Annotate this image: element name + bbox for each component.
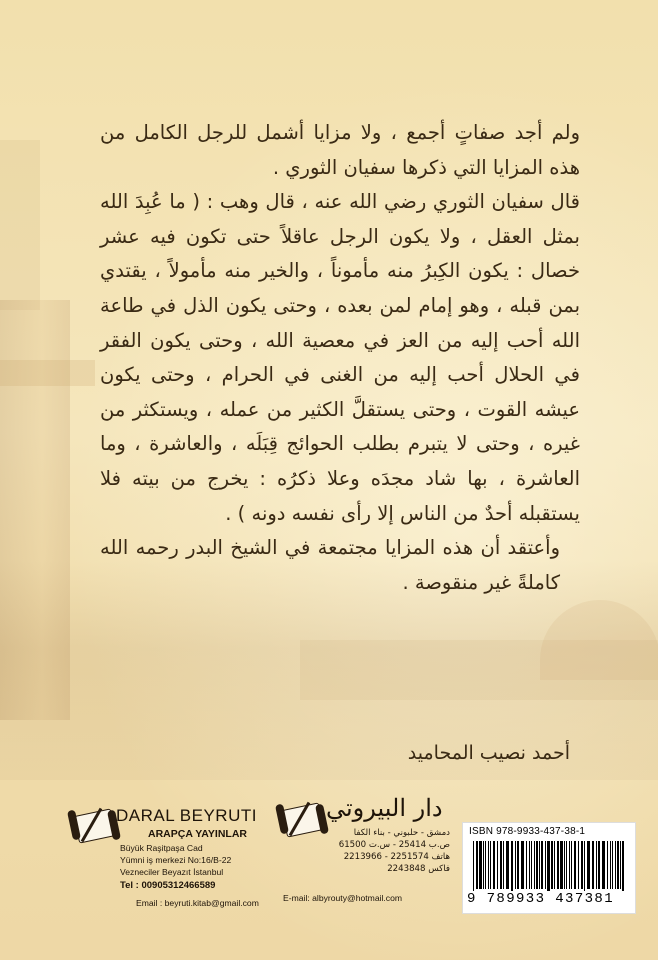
barcode-bar: [612, 841, 613, 889]
barcode-bar: [473, 841, 474, 896]
barcode-bar: [620, 841, 621, 889]
barcode-bar: [622, 841, 624, 896]
arabic-address-line-1: دمشق - حلبوني - بناء الكفا: [353, 828, 450, 838]
publisher-subtitle-en: ARAPÇA YAYINLAR: [148, 828, 247, 840]
barcode-bar: [566, 841, 567, 889]
barcode-bar: [598, 841, 600, 889]
barcode-bar: [521, 841, 524, 889]
publisher-email-ar: E-mail: albyrouty@hotmail.com: [283, 893, 403, 903]
barcode-bar: [485, 841, 486, 889]
publisher-name-en: DARAL BEYRUTI: [116, 806, 257, 825]
barcode-bar: [539, 841, 540, 889]
barcode-bar: [615, 841, 616, 889]
barcode-bar: [584, 841, 585, 896]
blurb-text: [100, 116, 580, 600]
barcode-bar: [592, 841, 594, 889]
barcode-bar: [479, 841, 482, 889]
barcode-bar: [610, 841, 611, 889]
barcode-bar: [578, 841, 579, 889]
scroll-quill-icon: [68, 806, 120, 846]
barcode-bar: [500, 841, 502, 889]
barcode-bar: [506, 841, 509, 889]
blurb-paragraph-1: ولم أجد صفاتٍ أجمع ، ولا مزايا أشمل للرجل الكامل من هذه المزايا التي ذكرها سفيان الثوري .: [100, 121, 580, 179]
publisher-name-ar: دار البيروتي: [326, 794, 443, 822]
barcode-bar: [511, 841, 513, 896]
barcode-bar: [531, 841, 532, 889]
isbn-number: ISBN 978-9933-437-38-1: [469, 826, 586, 837]
scroll-quill-icon: [276, 800, 328, 840]
barcode-bar: [536, 841, 538, 889]
barcode-bar: [547, 841, 550, 896]
arabic-address-line-4: فاكس 2243848: [387, 864, 450, 874]
barcode-bar: [554, 841, 555, 889]
barcode-bar: [517, 841, 519, 889]
barcode-digits: 9 789933 437381: [467, 891, 631, 907]
barcode-bar: [596, 841, 597, 889]
barcode-bar: [602, 841, 605, 889]
arabic-address-line-2: ص.ب 25414 - س.ت 61500: [338, 840, 450, 850]
barcode-bar: [617, 841, 619, 889]
barcode-bar: [564, 841, 565, 889]
author-signature: أحمد نصيب المحاميد: [407, 742, 570, 764]
barcode-bar: [551, 841, 553, 889]
blurb-paragraph-3: وأعتقد أن هذه المزايا مجتمعة في الشيخ البدر رحمه الله كاملةً غير منقوصة .: [100, 536, 560, 594]
barcode-bar: [529, 841, 530, 889]
arabic-address-line-3: هاتف 2251574 - 2213966: [343, 852, 450, 862]
barcode-bar: [490, 841, 491, 889]
barcode-bar: [515, 841, 516, 889]
blurb-paragraph-2: قال سفيان الثوري رضي الله عنه ، قال وهب : ( ما عُبِدَ الله بمثل العقل ، ولا يكون الرجل عاقلاً حتى تكون فيه عشر خصال : يكون الكِبرُ منه مأموناً ، والخير منه مأمولاً ، يقتدي بمن قبله ، وهو إمام لمن بعده ، وحتى يكون الذل في طاعة الله أحب إليه من العز في معصية الله ، وحتى يكون الفقر في الحلال أحب إليه من الغنى في الحرام ، وحتى يكون عيشه القوت ، وحتى يستقلَّ الكثير من عمله ، ويستكثر من غيره ، وحتى لا يتبرم بطلب الحوائج قِبَلَه ، والعاشرة ، وما العاشرة ، بها شاد مجدَه وعلا ذكرُه : يخرج من بيته فلا يستقبله أحدٌ من الناس إلا رأى نفسه دونه ) .: [100, 190, 580, 525]
barcode-bar: [607, 841, 608, 889]
minaret-balcony-background: [0, 360, 95, 386]
barcode-bar: [534, 841, 535, 889]
barcode-bar: [587, 841, 590, 889]
publisher-email-en: Email : beyruti.kitab@gmail.com: [136, 898, 259, 908]
barcode-bar: [503, 841, 504, 889]
barcode-bar: [483, 841, 484, 889]
publisher-phone: Tel : 00905312466589: [120, 880, 216, 891]
barcode-bar: [497, 841, 498, 889]
address-line-3: Vezneciler Beyazıt İstanbul: [120, 867, 224, 877]
barcode-bar: [545, 841, 546, 889]
barcode-bar: [493, 841, 495, 889]
isbn-barcode: [462, 822, 636, 914]
barcode-bar: [541, 841, 543, 889]
barcode-bars: [471, 841, 627, 896]
barcode-bar: [571, 841, 572, 889]
barcode-bar: [574, 841, 576, 889]
address-line-1: Büyük Raşitpaşa Cad: [120, 843, 203, 853]
minaret-top-background: [0, 140, 40, 310]
barcode-bar: [569, 841, 570, 889]
barcode-bar: [488, 841, 489, 889]
barcode-bar: [560, 841, 563, 889]
barcode-bar: [581, 841, 583, 889]
barcode-bar: [526, 841, 527, 889]
rooftops-background: [300, 640, 658, 700]
address-line-2: Yümni iş merkezi No:16/B-22: [120, 855, 232, 865]
barcode-bar: [557, 841, 559, 889]
barcode-bar: [476, 841, 478, 889]
